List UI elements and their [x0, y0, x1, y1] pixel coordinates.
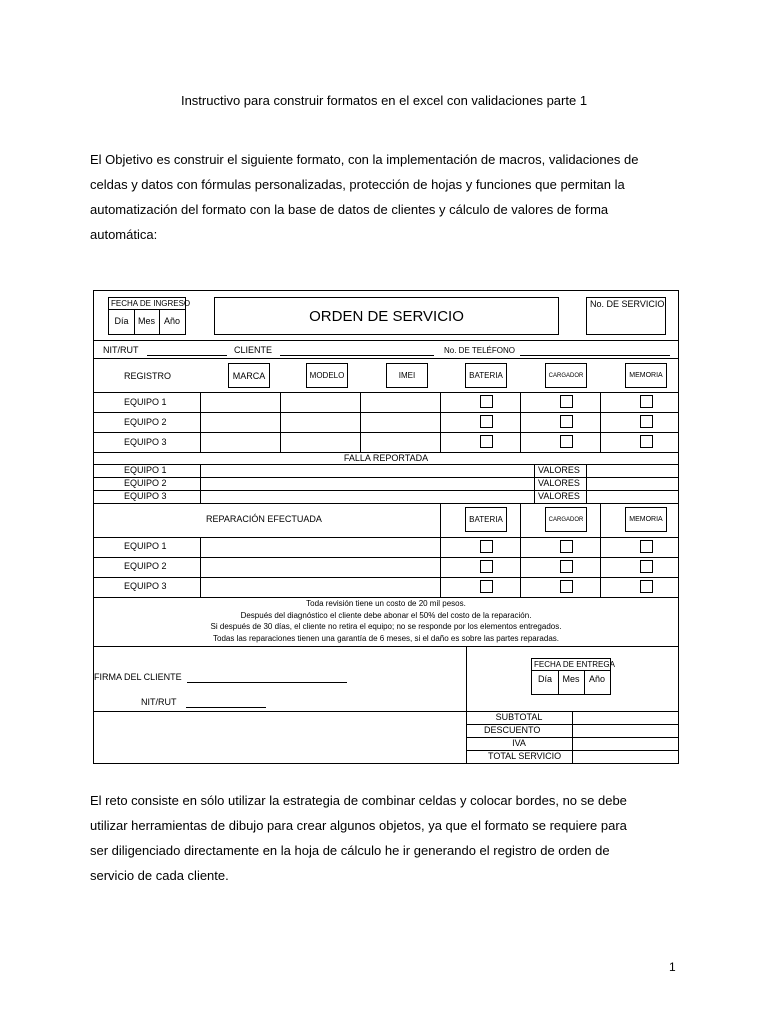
outro-paragraph — [90, 788, 680, 888]
telefono-field[interactable] — [520, 355, 670, 356]
form-title: ORDEN DE SERVICIO — [214, 297, 559, 335]
anio-label: Año — [163, 316, 180, 326]
reparacion-equipo-1-label: EQUIPO 1 — [124, 541, 167, 551]
notes-block — [94, 598, 678, 646]
intro-paragraph — [90, 147, 680, 247]
falla-reportada-label: FALLA REPORTADA — [343, 453, 429, 463]
reparacion-cargador-checkbox-1[interactable] — [560, 540, 573, 553]
note-line: Después del diagnóstico el cliente debe abonar el 50% del costo de la reparación. — [240, 610, 532, 620]
bateria-checkbox-2[interactable] — [480, 415, 493, 428]
nit-rut-label: NIT/RUT — [103, 345, 139, 355]
firma-nit-field[interactable] — [186, 707, 266, 708]
intro-line: El Objetivo es construir el siguiente formato, con la implementación de macros, validaciones de — [90, 152, 639, 167]
descuento-label: DESCUENTO — [484, 725, 541, 735]
cargador-header: CARGADOR — [545, 363, 587, 388]
outro-line: ser diligenciado directamente en la hoja de cálculo he ir generando el registro de orden de — [90, 843, 610, 858]
document-title: Instructivo para construir formatos en el excel con validaciones parte 1 — [180, 93, 588, 108]
intro-line: automatización del formato con la base de datos de clientes y cálculo de valores de forma — [90, 202, 609, 217]
reparacion-memoria-checkbox-3[interactable] — [640, 580, 653, 593]
total-servicio-label: TOTAL SERVICIO — [488, 751, 562, 761]
subtotal-label: SUBTOTAL — [495, 712, 543, 722]
equipo-3-label: EQUIPO 3 — [124, 437, 167, 447]
modelo-header: MODELO — [306, 363, 348, 388]
iva-label: IVA — [512, 738, 526, 748]
entrega-mes-label: Mes — [562, 674, 580, 684]
firma-label: FIRMA DEL CLIENTE — [94, 672, 182, 682]
imei-header: IMEI — [386, 363, 428, 388]
firma-nit-label: NIT/RUT — [141, 697, 177, 707]
bateria-header: BATERIA — [465, 363, 507, 388]
reparacion-bateria-checkbox-1[interactable] — [480, 540, 493, 553]
cargador-checkbox-1[interactable] — [560, 395, 573, 408]
reparacion-bateria-checkbox-3[interactable] — [480, 580, 493, 593]
falla-equipo-3-label: EQUIPO 3 — [124, 491, 167, 501]
reparacion-memoria-checkbox-1[interactable] — [640, 540, 653, 553]
reparacion-memoria-checkbox-2[interactable] — [640, 560, 653, 573]
note-line: Todas las reparaciones tienen una garantía de 6 meses, si el daño es sobre las partes reparadas. — [213, 633, 559, 643]
entrega-anio-label: Año — [588, 674, 605, 684]
memoria-checkbox-1[interactable] — [640, 395, 653, 408]
telefono-label: No. DE TELÉFONO — [444, 346, 515, 355]
reparacion-equipo-3-label: EQUIPO 3 — [124, 581, 167, 591]
fecha-entrega-box — [531, 658, 615, 695]
reparacion-cargador-checkbox-3[interactable] — [560, 580, 573, 593]
fecha-entrega-label: FECHA DE ENTREGA — [534, 660, 615, 669]
nit-rut-field[interactable] — [147, 355, 227, 356]
bateria-checkbox-1[interactable] — [480, 395, 493, 408]
cargador-checkbox-3[interactable] — [560, 435, 573, 448]
memoria-header: MEMORIA — [625, 363, 667, 388]
valores-label-1: VALORES — [538, 465, 580, 475]
outro-line: El reto consiste en sólo utilizar la estrategia de combinar celdas y colocar bordes, no se debe — [90, 793, 627, 808]
no-servicio-box[interactable]: No. DE SERVICIO — [586, 297, 666, 335]
falla-equipo-2-label: EQUIPO 2 — [124, 478, 167, 488]
service-order-form — [93, 290, 679, 764]
valores-label-3: VALORES — [538, 491, 580, 501]
intro-line: celdas y datos con fórmulas personalizadas, protección de hojas y funciones que permitan la — [90, 177, 625, 192]
reparacion-label: REPARACIÓN EFECTUADA — [206, 514, 322, 524]
outro-line: servicio de cada cliente. — [90, 868, 229, 883]
reparacion-bateria-header: BATERIA — [465, 507, 507, 532]
reparacion-cargador-header: CARGADOR — [545, 507, 587, 532]
memoria-checkbox-2[interactable] — [640, 415, 653, 428]
falla-equipo-1-label: EQUIPO 1 — [124, 465, 167, 475]
cargador-checkbox-2[interactable] — [560, 415, 573, 428]
mes-label: Mes — [137, 316, 155, 326]
reparacion-bateria-checkbox-2[interactable] — [480, 560, 493, 573]
dia-label: Día — [114, 316, 129, 326]
valores-label-2: VALORES — [538, 478, 580, 488]
reparacion-equipo-2-label: EQUIPO 2 — [124, 561, 167, 571]
reparacion-cargador-checkbox-2[interactable] — [560, 560, 573, 573]
marca-header: MARCA — [228, 363, 270, 388]
reparacion-memoria-header: MEMORIA — [625, 507, 667, 532]
cliente-field[interactable] — [280, 355, 434, 356]
note-line: Si después de 30 días, el cliente no retira el equipo; no se responde por los elementos entregados. — [210, 622, 562, 631]
fecha-ingreso-box — [108, 297, 191, 335]
firma-field[interactable] — [187, 682, 347, 683]
memoria-checkbox-3[interactable] — [640, 435, 653, 448]
note-line: Toda revisión tiene un costo de 20 mil pesos. — [306, 599, 466, 608]
page-number: 1 — [669, 960, 676, 974]
equipo-1-label: EQUIPO 1 — [124, 397, 167, 407]
registro-label: REGISTRO — [124, 371, 172, 381]
outro-line: utilizar herramientas de dibujo para crear algunos objetos, ya que el formato se requiere para — [90, 818, 627, 833]
equipo-2-label: EQUIPO 2 — [124, 417, 167, 427]
intro-line: automática: — [90, 227, 158, 242]
cliente-label: CLIENTE — [234, 345, 273, 355]
fecha-ingreso-label: FECHA DE INGRESO — [111, 299, 191, 308]
bateria-checkbox-3[interactable] — [480, 435, 493, 448]
entrega-dia-label: Día — [537, 674, 552, 684]
